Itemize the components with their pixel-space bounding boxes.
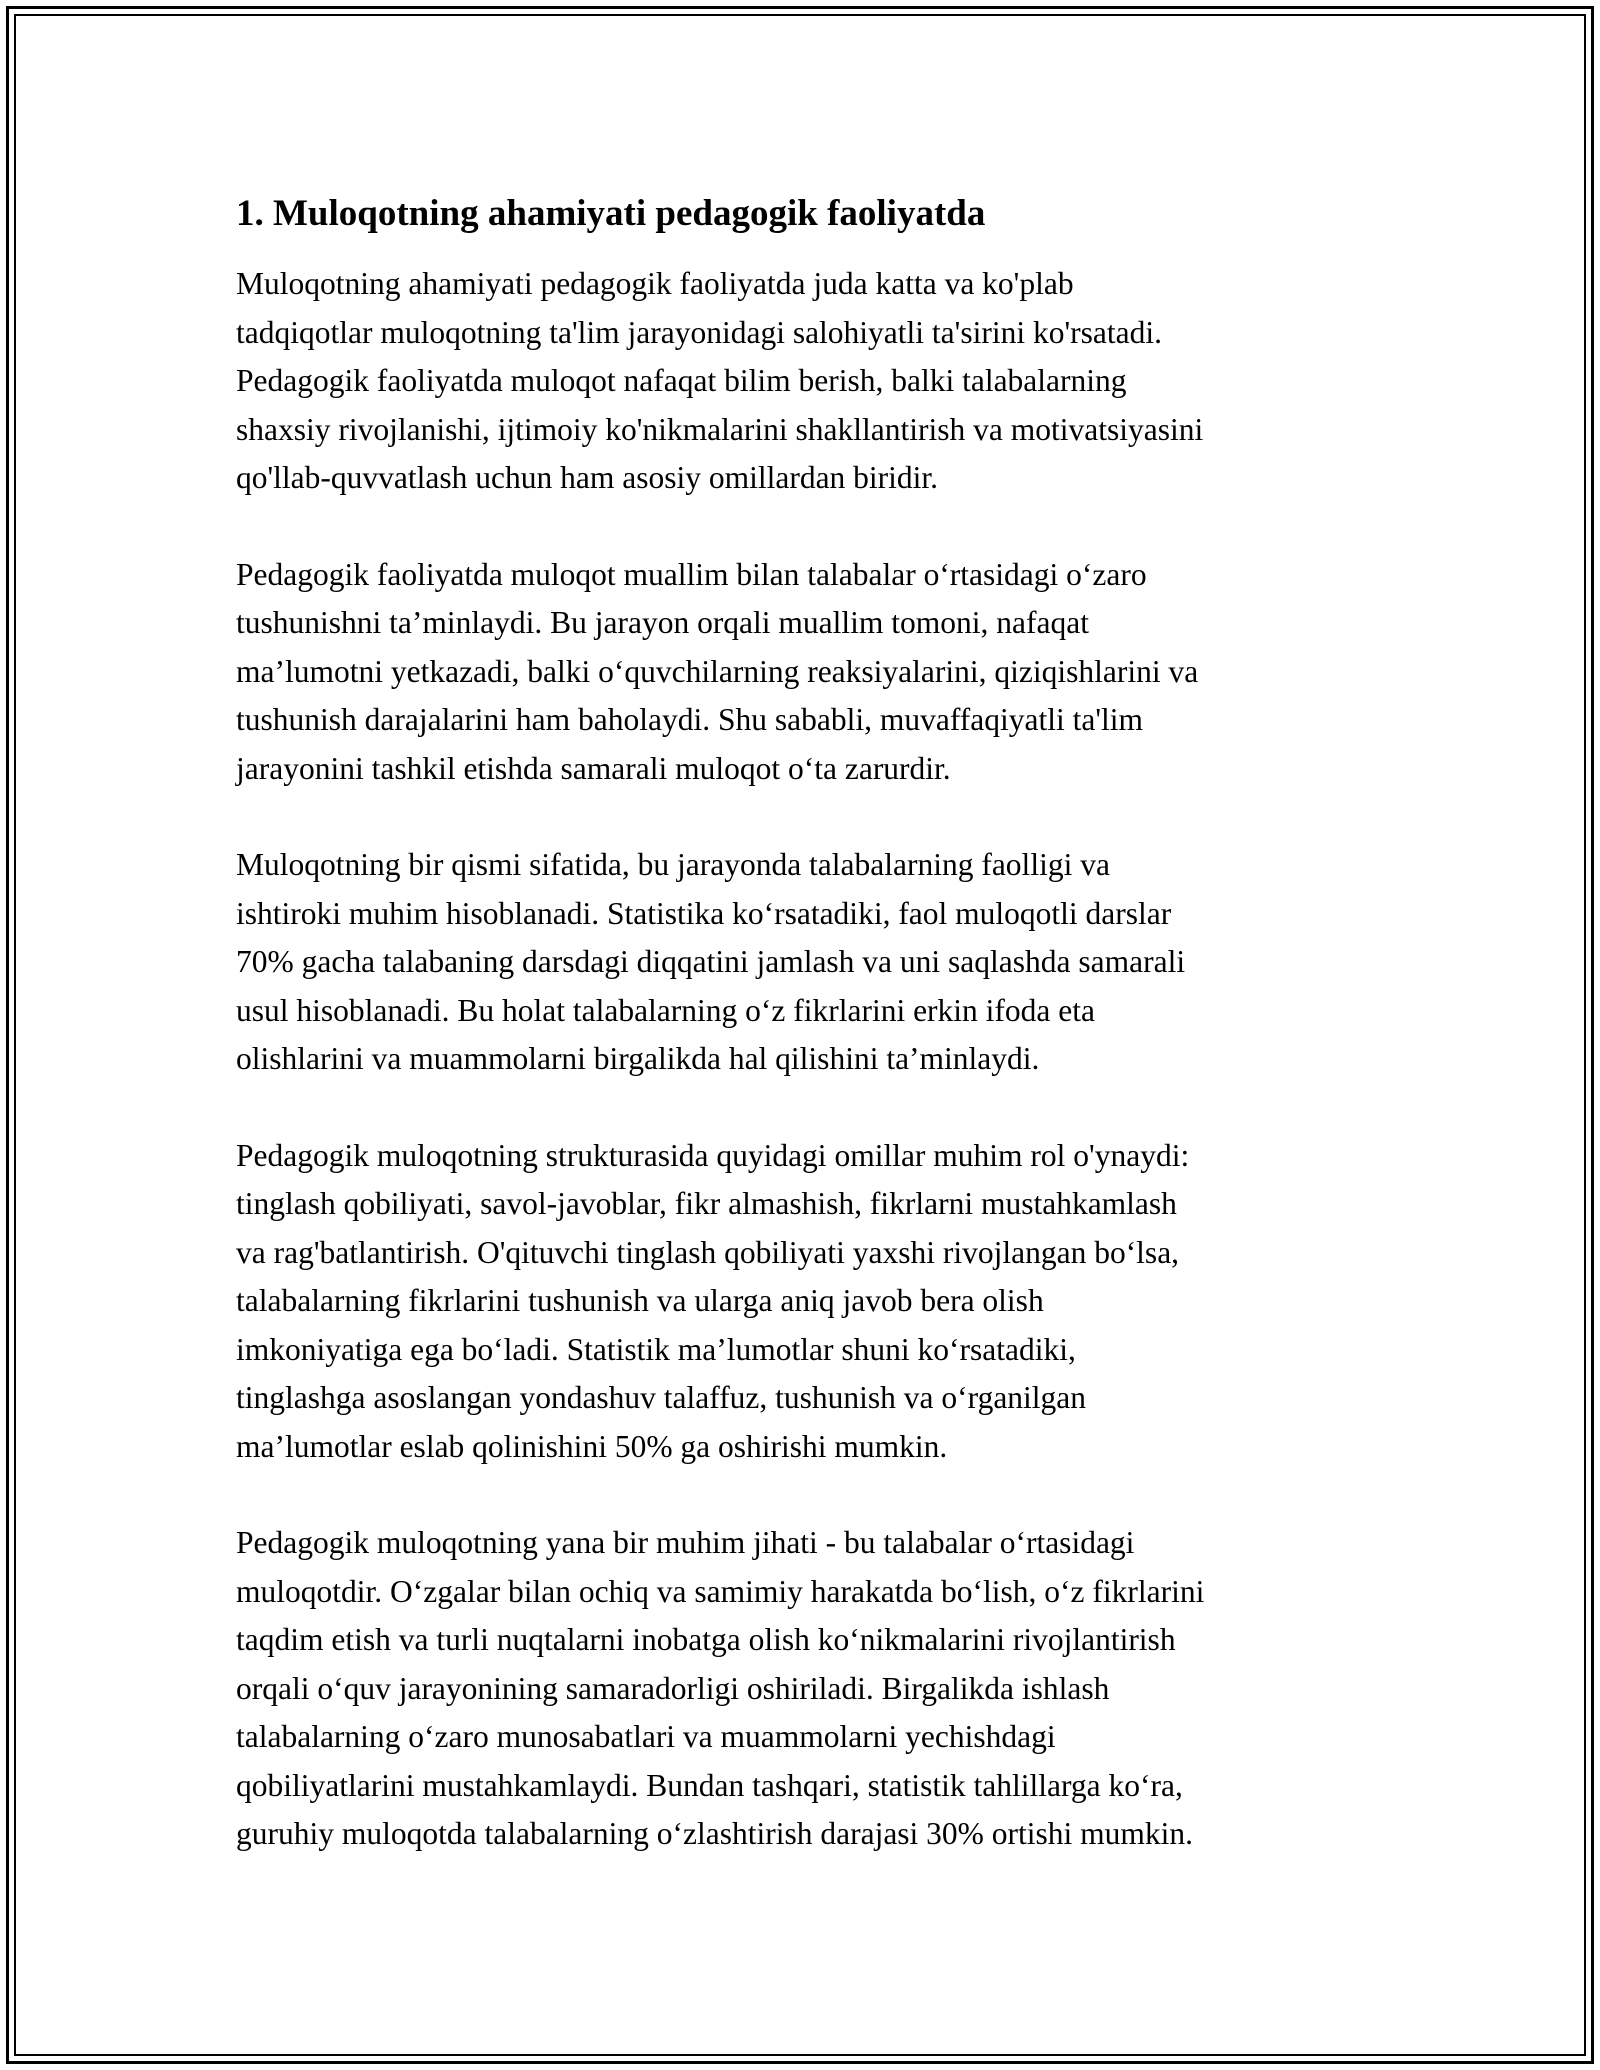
paragraph-2 (236, 551, 1376, 794)
text-line: tinglash qobiliyati, savol-javoblar, fikr almashish, fikrlarni mustahkamlash (236, 1186, 1177, 1221)
text-line: usul hisoblanadi. Bu holat talabalarning o‘z fikrlarini erkin ifoda eta (236, 992, 1095, 1028)
text-line: Pedagogik faoliyatda muloqot muallim bilan talabalar o‘rtasidagi o‘zaro (236, 556, 1147, 592)
text-line: talabalarning o‘zaro munosabatlari va muammolarni yechishdagi (236, 1719, 1056, 1754)
paragraph-5 (236, 1519, 1376, 1859)
text-line: Pedagogik faoliyatda muloqot nafaqat bilim berish, balki talabalarning (236, 363, 1127, 398)
text-line: ma’lumotni yetkazadi, balki o‘quvchilarning reaksiyalarini, qiziqishlarini va (236, 653, 1199, 689)
text-line: ma’lumotlar eslab qolinishini 50% ga oshirishi mumkin. (236, 1428, 948, 1464)
text-line: olishlarini va muammolarni birgalikda hal qilishini ta’minlaydi. (236, 1041, 1040, 1076)
text-line: tinglashga asoslangan yondashuv talaffuz, tushunish va o‘rganilgan (236, 1380, 1087, 1415)
text-line: qobiliyatlarini mustahkamlaydi. Bundan tashqari, statistik tahlillarga ko‘ra, (236, 1767, 1183, 1803)
text-line: Muloqotning bir qismi sifatida, bu jarayonda talabalarning faolligi va (236, 847, 1110, 882)
text-line: guruhiy muloqotda talabalarning o‘zlashtirish darajasi 30% ortishi mumkin. (236, 1816, 1194, 1851)
text-line: Pedagogik muloqotning yana bir muhim jihati - bu talabalar o‘rtasidagi (236, 1525, 1135, 1560)
text-line: tushunishni ta’minlaydi. Bu jarayon orqali muallim tomoni, nafaqat (236, 605, 1089, 640)
text-line: taqdim etish va turli nuqtalarni inobatga olish ko‘nikmalarini rivojlantirish (236, 1622, 1176, 1657)
text-line: jarayonini tashkil etishda samarali muloqot o‘ta zarurdir. (236, 750, 951, 786)
section-heading: 1. Muloqotning ahamiyati pedagogik faoliyatda (236, 193, 986, 234)
paragraph-4 (236, 1132, 1376, 1472)
text-line: tushunish darajalarini ham baholaydi. Shu sababli, muvaffaqiyatli ta'lim (236, 702, 1144, 737)
text-line: Muloqotning ahamiyati pedagogik faoliyatda juda katta va ko'plab (236, 266, 1074, 301)
document-body (236, 190, 1376, 1907)
text-line: imkoniyatiga ega bo‘ladi. Statistik ma’lumotlar shuni ko‘rsatadiki, (236, 1331, 1076, 1367)
text-line: ishtiroki muhim hisoblanadi. Statistika ko‘rsatadiki, faol muloqotli darslar (236, 895, 1172, 931)
text-line: 70% gacha talabaning darsdagi diqqatini jamlash va uni saqlashda samarali (236, 944, 1186, 979)
paragraph-3 (236, 841, 1376, 1084)
text-line: shaxsiy rivojlanishi, ijtimoiy ko'nikmalarini shakllantirish va motivatsiyasini (236, 411, 1204, 447)
text-line: Pedagogik muloqotning strukturasida quyidagi omillar muhim rol o'ynaydi: (236, 1137, 1190, 1173)
paragraph-1 (236, 260, 1376, 503)
text-line: muloqotdir. O‘zgalar bilan ochiq va samimiy harakatda bo‘lish, o‘z fikrlarini (236, 1573, 1205, 1609)
text-line: talabalarning fikrlarini tushunish va ularga aniq javob bera olish (236, 1283, 1044, 1318)
text-line: qo'llab-quvvatlash uchun ham asosiy omillardan biridir. (236, 460, 939, 495)
text-line: orqali o‘quv jarayonining samaradorligi oshiriladi. Birgalikda ishlash (236, 1670, 1110, 1706)
text-line: tadqiqotlar muloqotning ta'lim jarayonidagi salohiyatli ta'sirini ko'rsatadi. (236, 314, 1162, 350)
text-line: va rag'batlantirish. O'qituvchi tinglash qobiliyati yaxshi rivojlangan bo‘lsa, (236, 1234, 1180, 1270)
